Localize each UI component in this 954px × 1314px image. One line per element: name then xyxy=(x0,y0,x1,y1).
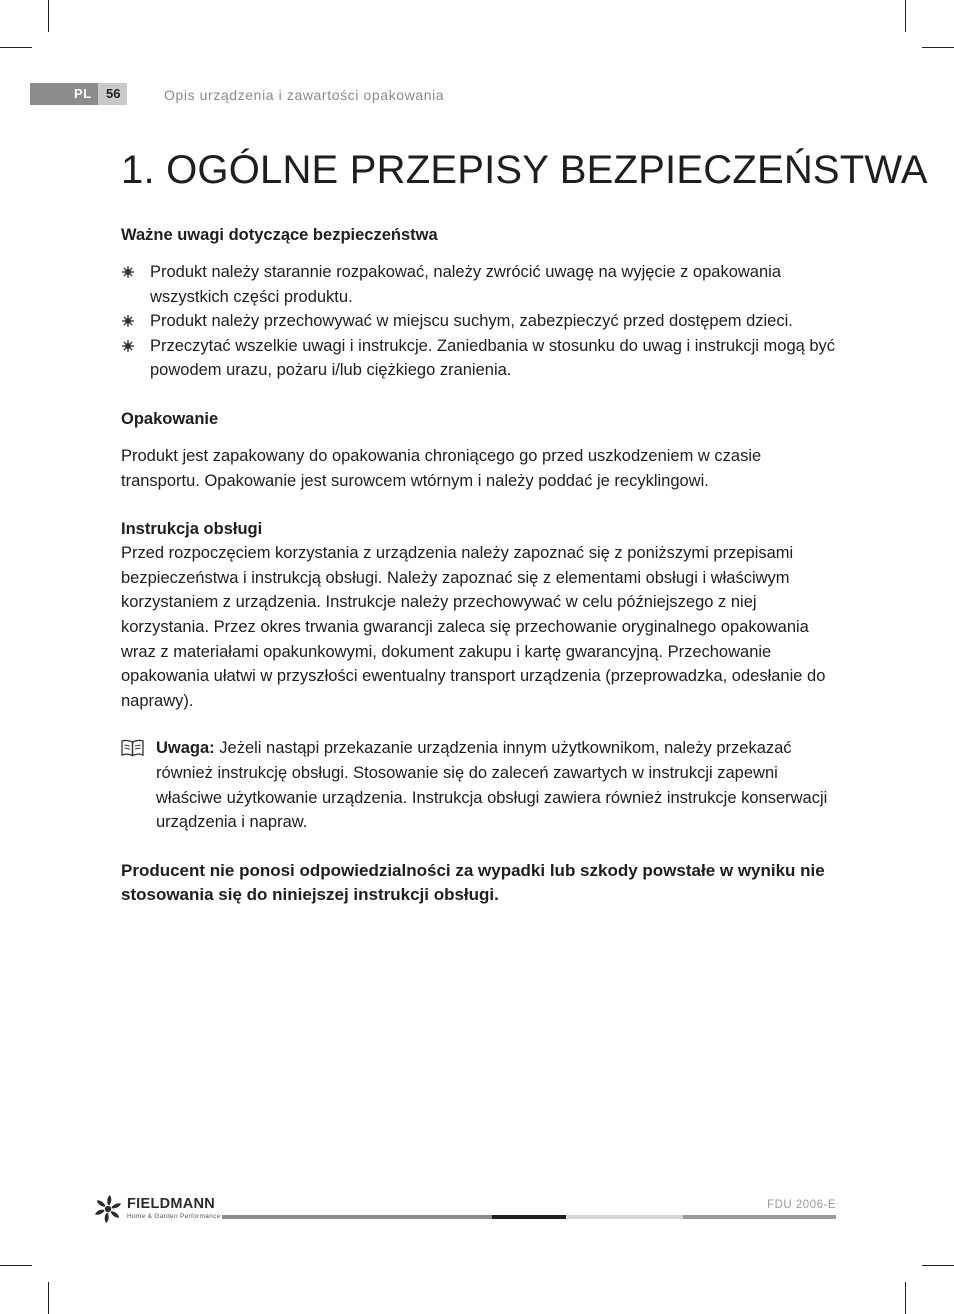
crop-mark xyxy=(0,47,32,48)
crop-mark xyxy=(48,0,49,32)
bullet-text: Produkt należy starannie rozpakować, należy zwrócić uwagę na wyjęcie z opakowania wszystkich części produktu. xyxy=(150,263,781,306)
packaging-text: Produkt jest zapakowany do opakowania chroniącego go przed uszkodzeniem w czasie transportu. Opakowanie jest surowcem wtórnym i należy poddać je recyklingowi. xyxy=(121,446,762,490)
footer-rule xyxy=(222,1215,492,1219)
footer-rule xyxy=(492,1215,566,1219)
footer-rule xyxy=(683,1215,836,1219)
note-label: Uwaga: xyxy=(156,739,215,758)
list-item xyxy=(121,260,836,309)
sun-bullet-icon xyxy=(122,266,134,278)
safety-heading: Ważne uwagi dotyczące bezpieczeństwa xyxy=(121,226,438,244)
fan-logo-icon xyxy=(93,1194,123,1224)
list-item xyxy=(121,309,836,334)
manual-text: Przed rozpoczęciem korzystania z urządzenia należy zapoznać się z poniższymi przepisami bezpieczeństwa i instrukcją obsługi. Należy zapoznać się z elementami obsługi i właściwym korzystaniem z urządzenia. Instrukcje należy przechowywać w celu późniejszego z niej korzystania. Przez okres trwania gwarancji zaleca się przechowanie oryginalnego opakowania wraz z materiałami opakunkowymi, dokument zakupu i kartę gwarancyjną. Przechowanie opakowania ułatwi w przyszłości ewentualny transport urządzenia (przeprowadzka, odesłanie do naprawy). xyxy=(121,544,826,710)
open-book-icon xyxy=(121,738,145,758)
crop-mark xyxy=(905,0,906,32)
packaging-heading: Opakowanie xyxy=(121,409,219,428)
bullet-text: Przeczytać wszelkie uwagi i instrukcje. Zaniedbania w stosunku do uwag i instrukcji mogą być powodem urazu, pożaru i/lub ciężkiego zranienia. xyxy=(150,336,836,380)
model-code: FDU 2006-E xyxy=(767,1199,836,1211)
crop-mark xyxy=(922,1265,954,1266)
sun-bullet-icon xyxy=(122,315,134,327)
crop-mark xyxy=(0,1265,32,1266)
page-title: 1. OGÓLNE PRZEPISY BEZPIECZEŃSTWA xyxy=(121,148,928,192)
brand-logo xyxy=(93,1193,223,1225)
brand-tagline: Home & Garden Performance xyxy=(127,1213,221,1220)
page-number: 56 xyxy=(106,86,121,101)
crop-mark xyxy=(905,1282,906,1314)
manual-heading: Instrukcja obsługi xyxy=(121,520,263,539)
bullet-text: Produkt należy przechowywać w miejscu suchym, zabezpieczyć przed dostępem dzieci. xyxy=(150,312,793,331)
running-header: Opis urządzenia i zawartości opakowania xyxy=(164,87,445,103)
sun-bullet-icon xyxy=(122,340,134,352)
crop-mark xyxy=(922,47,954,48)
main-content xyxy=(121,148,928,908)
note-text: Jeżeli nastąpi przekazanie urządzenia innym użytkownikom, należy przekazać również instrukcję obsługi. Stosowanie się do zaleceń zawartych w instrukcji zapewni właściwe użytkowanie urządzenia. Instrukcja obsługi zawiera również instrukcje konserwacji urządzenia i napraw. xyxy=(156,739,828,832)
brand-name: FIELDMANN xyxy=(127,1196,216,1212)
language-code: PL xyxy=(74,86,92,101)
liability-disclaimer: Producent nie ponosi odpowiedzialności za wypadki lub szkody powstałe w wyniku nie stosowania się do niniejszej instrukcji obsługi. xyxy=(121,860,825,905)
crop-mark xyxy=(48,1282,49,1314)
footer-rule xyxy=(566,1215,683,1219)
safety-list xyxy=(121,260,836,383)
page-header-tab xyxy=(30,83,127,105)
list-item xyxy=(121,334,836,383)
note-block xyxy=(121,736,836,834)
